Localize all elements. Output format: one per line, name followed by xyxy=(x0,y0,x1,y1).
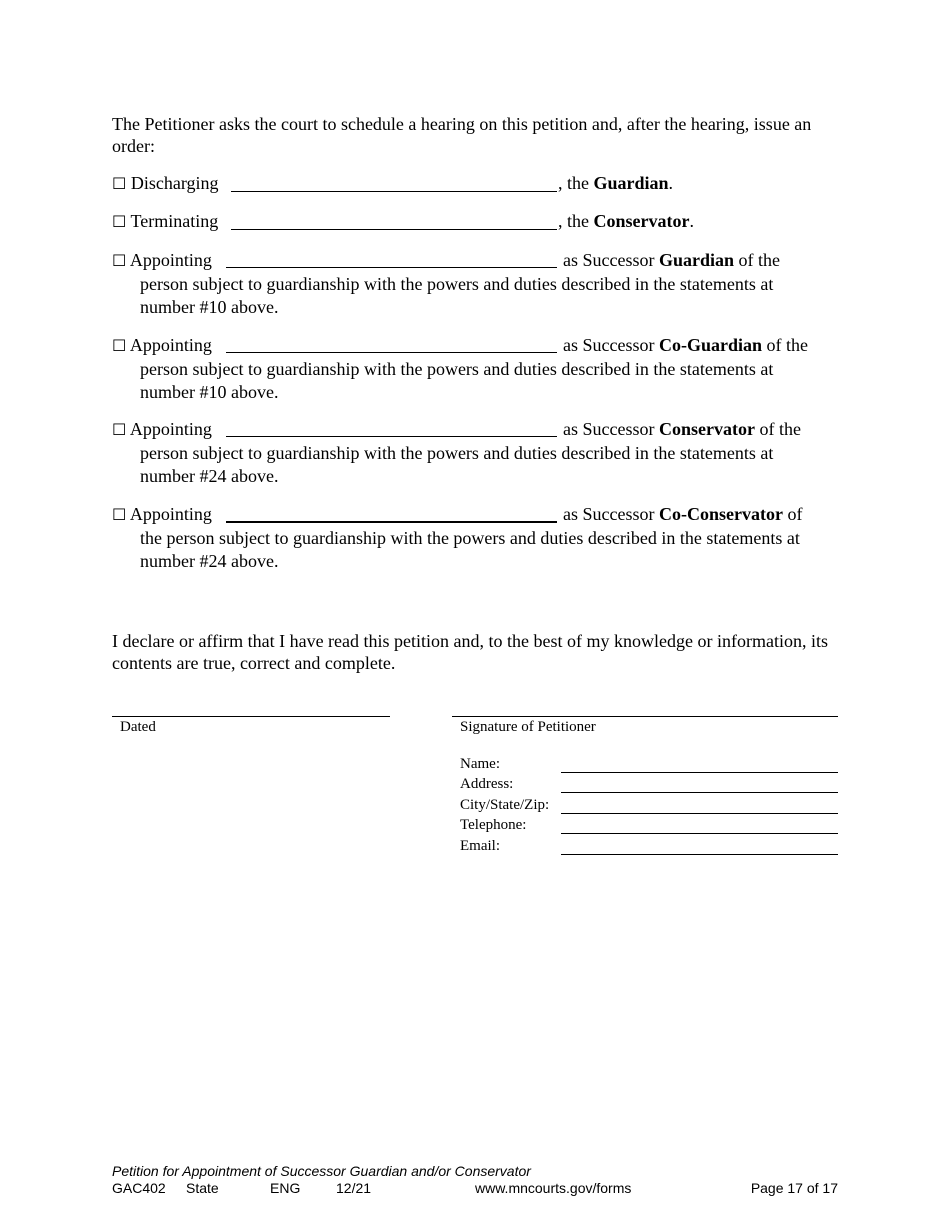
dated-label: Dated xyxy=(120,719,156,735)
checkbox-icon[interactable]: ☐ xyxy=(112,212,127,231)
role-conservator: Conservator xyxy=(658,419,755,439)
conservator-name-line[interactable] xyxy=(226,436,557,437)
checkbox-icon[interactable]: ☐ xyxy=(112,336,127,355)
dated-line[interactable] xyxy=(112,716,390,717)
co-guardian-name-line[interactable] xyxy=(226,352,557,353)
petitioner-field-address: Address: xyxy=(460,776,514,792)
co-conservator-name-line[interactable] xyxy=(226,521,557,523)
option-appoint-conservator: ☐ Appointing as Successor Conservator of the person subject to guardianship with the powers and duties described in the statements at number #24 above. xyxy=(112,419,801,486)
petitioner-field-telephone: Telephone: xyxy=(460,817,527,833)
signature-label: Signature of Petitioner xyxy=(460,719,596,735)
petitioner-field-city: City/State/Zip: xyxy=(460,797,550,813)
petitioner-field-name: Name: xyxy=(460,756,500,772)
option-label: Discharging xyxy=(130,173,219,193)
checkbox-icon[interactable]: ☐ xyxy=(112,420,127,439)
option-appoint-coguardian: ☐ Appointing as Successor Co-Guardian of the person subject to guardianship with the powers and duties described in the statements at number #10 above. xyxy=(112,335,808,402)
checkbox-icon[interactable]: ☐ xyxy=(112,505,127,524)
telephone-field-line[interactable] xyxy=(561,833,838,834)
footer-jurisdiction: State xyxy=(186,1180,219,1196)
guardian-name-line[interactable] xyxy=(226,267,557,268)
option-label: Terminating xyxy=(130,211,219,231)
city-field-line[interactable] xyxy=(561,813,838,814)
petitioner-field-email: Email: xyxy=(460,838,500,854)
declaration-paragraph: I declare or affirm that I have read this petition and, to the best of my knowledge or information, its contents are true, correct and complete. xyxy=(112,631,828,673)
option-discharging: ☐ Discharging , the Guardian. xyxy=(112,173,674,193)
option-label: Appointing xyxy=(129,335,212,355)
footer-language: ENG xyxy=(270,1180,301,1196)
address-field-line[interactable] xyxy=(561,792,838,793)
terminating-name-line[interactable] xyxy=(231,229,557,230)
role-co-guardian: Co-Guardian xyxy=(658,335,763,355)
option-label: Appointing xyxy=(129,250,212,270)
option-terminating: ☐ Terminating , the Conservator. xyxy=(112,211,694,231)
footer-page-number: Page 17 of 17 xyxy=(750,1180,838,1196)
email-field-line[interactable] xyxy=(561,854,838,855)
role-guardian: Guardian xyxy=(658,250,735,270)
name-field-line[interactable] xyxy=(561,772,838,773)
signature-line[interactable] xyxy=(452,716,838,717)
option-appoint-coconservator: ☐ Appointing as Successor Co-Conservator of the person subject to guardianship with the powers and duties described in the statements at number #24 above. xyxy=(112,504,803,571)
checkbox-icon[interactable]: ☐ xyxy=(112,174,127,193)
option-label: Appointing xyxy=(129,504,212,524)
discharging-name-line[interactable] xyxy=(231,191,557,192)
footer-website[interactable]: www.mncourts.gov/forms xyxy=(475,1180,632,1196)
option-label: Appointing xyxy=(129,419,212,439)
option-appoint-guardian: ☐ Appointing as Successor Guardian of the person subject to guardianship with the powers and duties described in the statements at number #10 above. xyxy=(112,250,780,317)
role-guardian: Guardian xyxy=(593,173,669,193)
footer-title: Petition for Appointment of Successor Guardian and/or Conservator xyxy=(112,1163,531,1179)
footer-revision: 12/21 xyxy=(336,1180,372,1196)
checkbox-icon[interactable]: ☐ xyxy=(112,251,127,270)
role-co-conservator: Co-Conservator xyxy=(658,504,783,524)
intro-paragraph: The Petitioner asks the court to schedule a hearing on this petition and, after the hearing, issue an order: xyxy=(112,114,812,156)
role-conservator: Conservator xyxy=(593,211,690,231)
footer-form-code: GAC402 xyxy=(112,1180,166,1196)
